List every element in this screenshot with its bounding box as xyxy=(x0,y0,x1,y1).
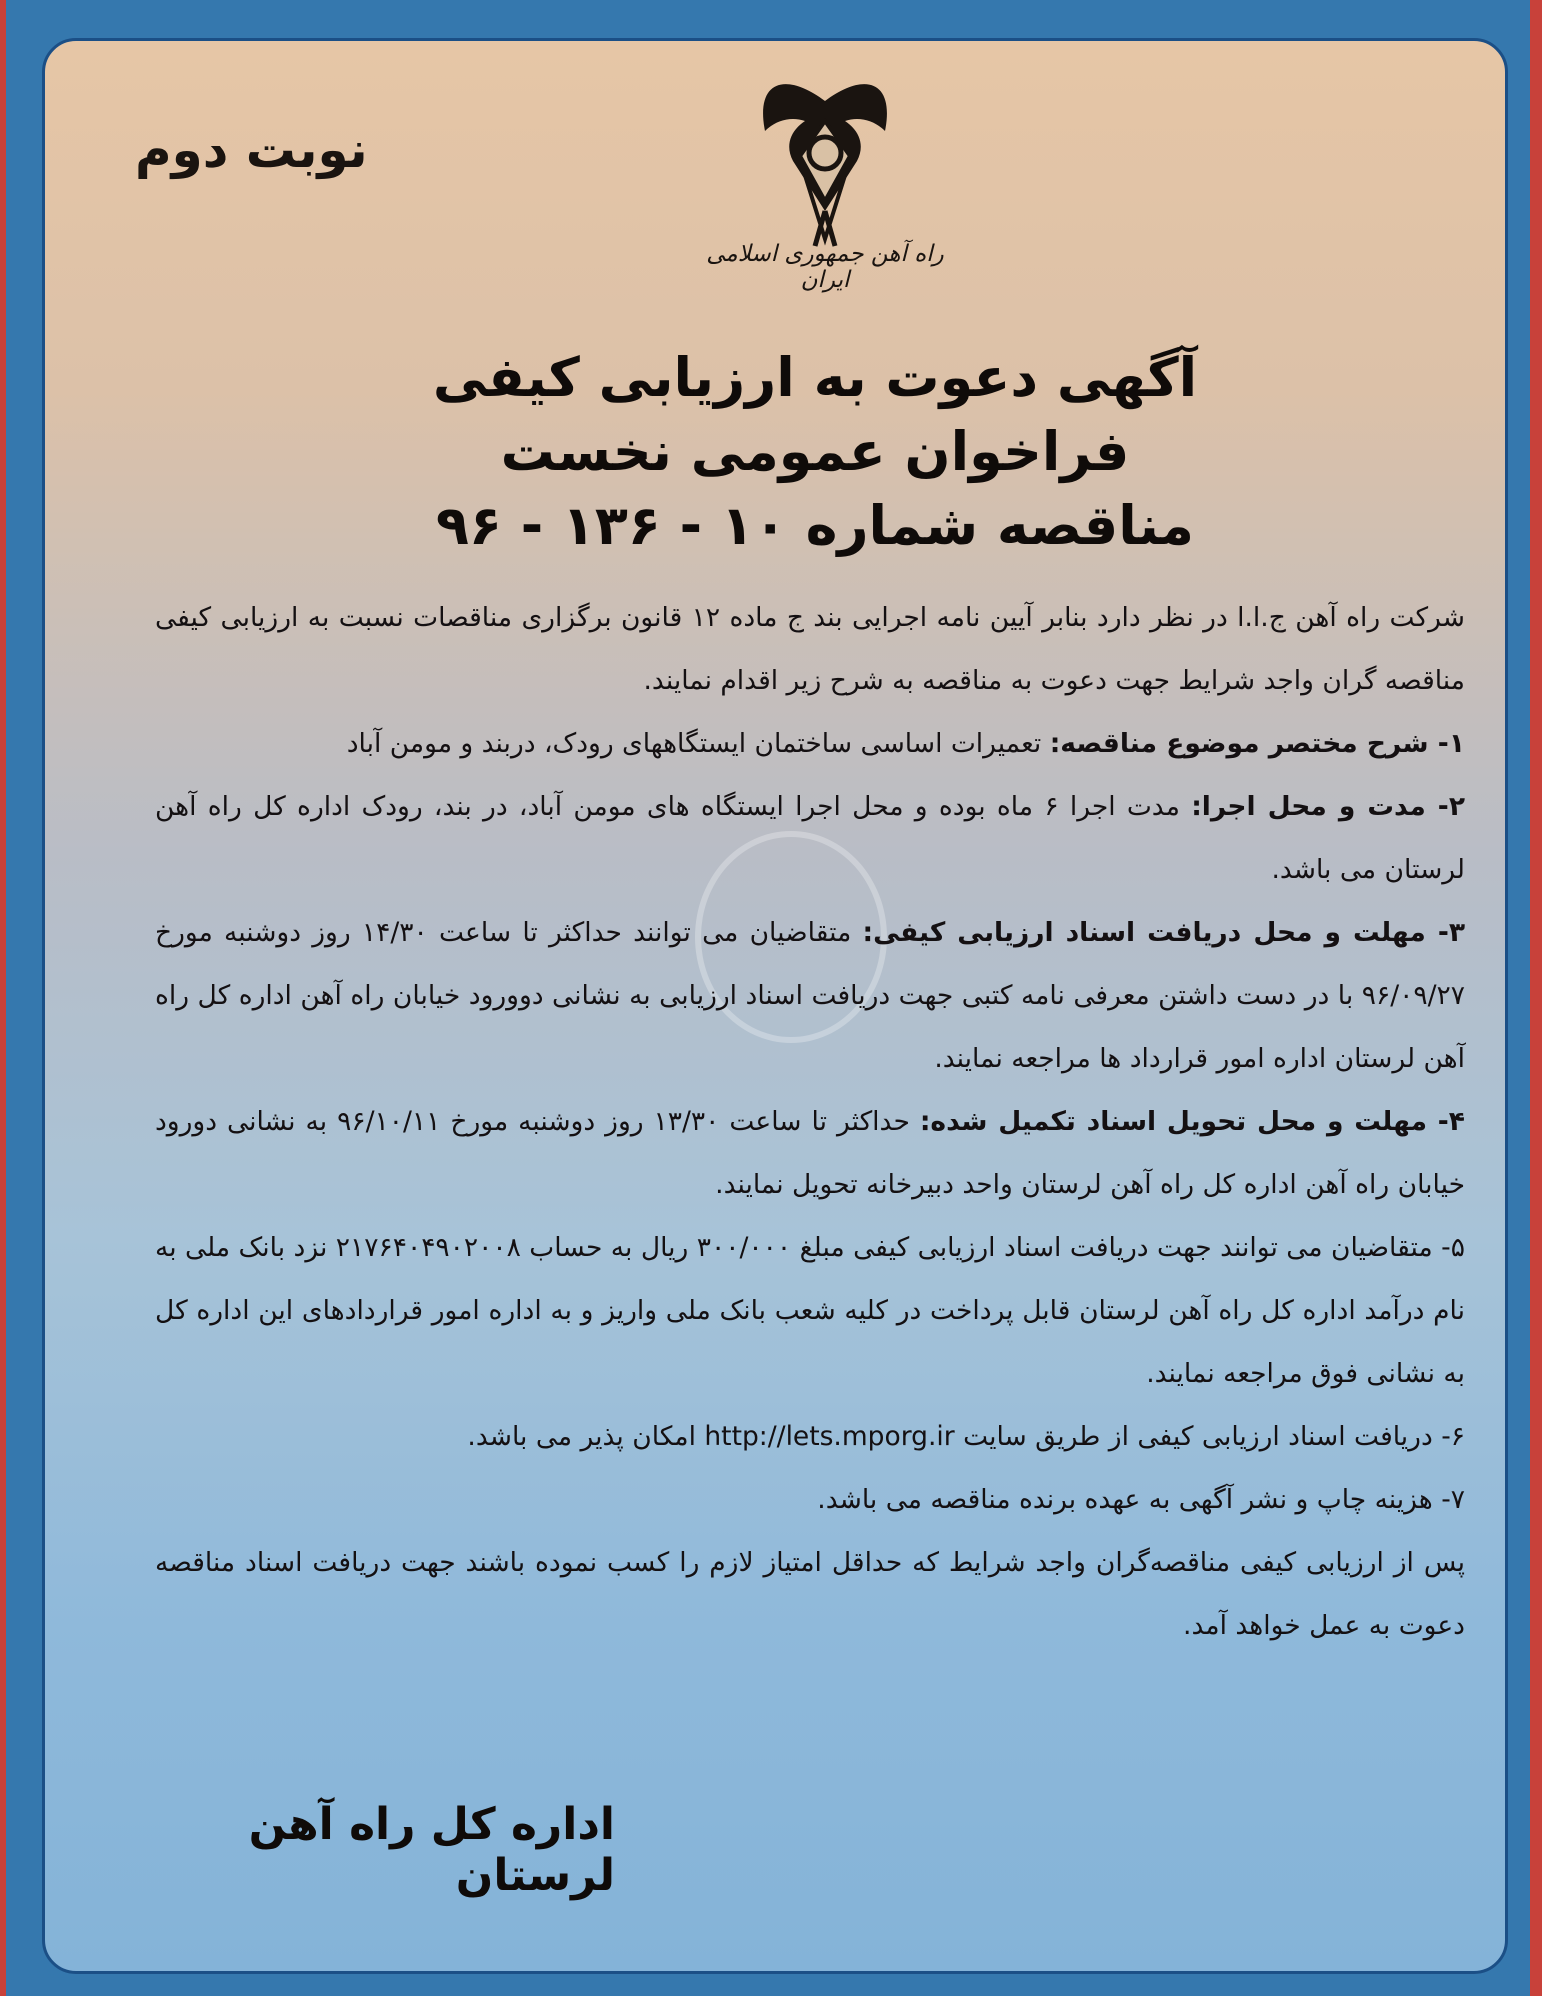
headline-title: آگهی دعوت به ارزیابی کیفی xyxy=(432,346,1198,409)
item-title: ۳- مهلت و محل دریافت اسناد ارزیابی کیفی: xyxy=(862,917,1466,948)
advertisement-panel xyxy=(42,38,1508,1974)
announcement-body xyxy=(155,586,1465,1657)
item-text: متقاضیان می توانند حداکثر تا ساعت ۱۴/۳۰ روز دوشنبه مورخ ۹۶/۰۹/۲۷ با در دست داشتن معرفی نامه کتبی جهت دریافت اسناد ارزیابی به نشانی دوورود خیابان راه آهن اداره کل راه آهن لرستان اداره امور قرارداد ها مراجعه نمایند. xyxy=(155,917,1465,1074)
item-text: مدت اجرا ۶ ماه بوده و محل اجرا ایستگاه های مومن آباد، در بند، رودک اداره کل راه آهن لرستان می باشد. xyxy=(155,791,1465,885)
item-text: تعمیرات اساسی ساختمان ایستگاههای رودک، دربند و مومن آباد xyxy=(346,728,1050,759)
item-title: ۴- مهلت و محل تحویل اسناد تکمیل شده: xyxy=(919,1106,1465,1137)
item-text: ۵- متقاضیان می توانند جهت دریافت اسناد ارزیابی کیفی مبلغ ۳۰۰/۰۰۰ ریال به حساب ۲۱۷۶۴۰۴۹۰۲۰۰۸ نزد بانک ملی به نام درآمد اداره کل راه آهن لرستان قابل پرداخت در کلیه شعب بانک ملی واریز و به اداره امور قراردادهای این اداره کل به نشانی فوق مراجعه نمایند. xyxy=(155,1232,1465,1389)
tender-number: مناقصه شماره ۱۰ - ۱۳۶ - ۹۶ xyxy=(436,494,1194,557)
signature: اداره کل راه آهن لرستان xyxy=(248,1799,615,1901)
item-text: ۶- دریافت اسناد ارزیابی کیفی از طریق سایت http://lets.mporg.ir امکان پذیر می باشد. xyxy=(467,1421,1465,1452)
headline-subtitle: فراخوان عمومی نخست xyxy=(500,420,1130,483)
closing-paragraph: پس از ارزیابی کیفی مناقصه‌گران واجد شرایط که حداقل امتیاز لازم را کسب نموده باشند جهت دریافت اسناد مناقصه دعوت به عمل خواهد آمد. xyxy=(155,1547,1465,1641)
item-title: ۲- مدت و محل اجرا: xyxy=(1191,791,1465,822)
headings xyxy=(345,341,1285,563)
item-text: ۷- هزینه چاپ و نشر آگهی به عهده برنده مناقصه می باشد. xyxy=(817,1484,1465,1515)
intro-paragraph: شرکت راه آهن ج.ا.ا در نظر دارد بنابر آیین نامه اجرایی بند ج ماده ۱۲ قانون برگزاری مناقصات نسبت به ارزیابی کیفی مناقصه گران واجد شرایط جهت دعوت به مناقصه به شرح زیر اقدام نمایند. xyxy=(155,602,1465,696)
item-text: حداکثر تا ساعت ۱۳/۳۰ روز دوشنبه مورخ ۹۶/۱۰/۱۱ به نشانی دورود خیابان راه آهن اداره کل راه آهن لرستان واحد دبیرخانه تحویل نمایند. xyxy=(155,1106,1465,1200)
item-5 xyxy=(155,1216,1465,1405)
railway-winged-emblem-icon xyxy=(745,61,905,251)
item-7 xyxy=(155,1468,1465,1531)
item-title: ۱- شرح مختصر موضوع مناقصه: xyxy=(1049,728,1465,759)
publication-turn-label: نوبت دوم xyxy=(135,121,368,179)
item-2 xyxy=(155,775,1465,901)
item-1 xyxy=(155,712,1465,775)
item-4 xyxy=(155,1090,1465,1216)
item-3 xyxy=(155,901,1465,1090)
logo-caption: راه آهن جمهوری اسلامی ایران xyxy=(706,241,944,293)
item-6 xyxy=(155,1405,1465,1468)
